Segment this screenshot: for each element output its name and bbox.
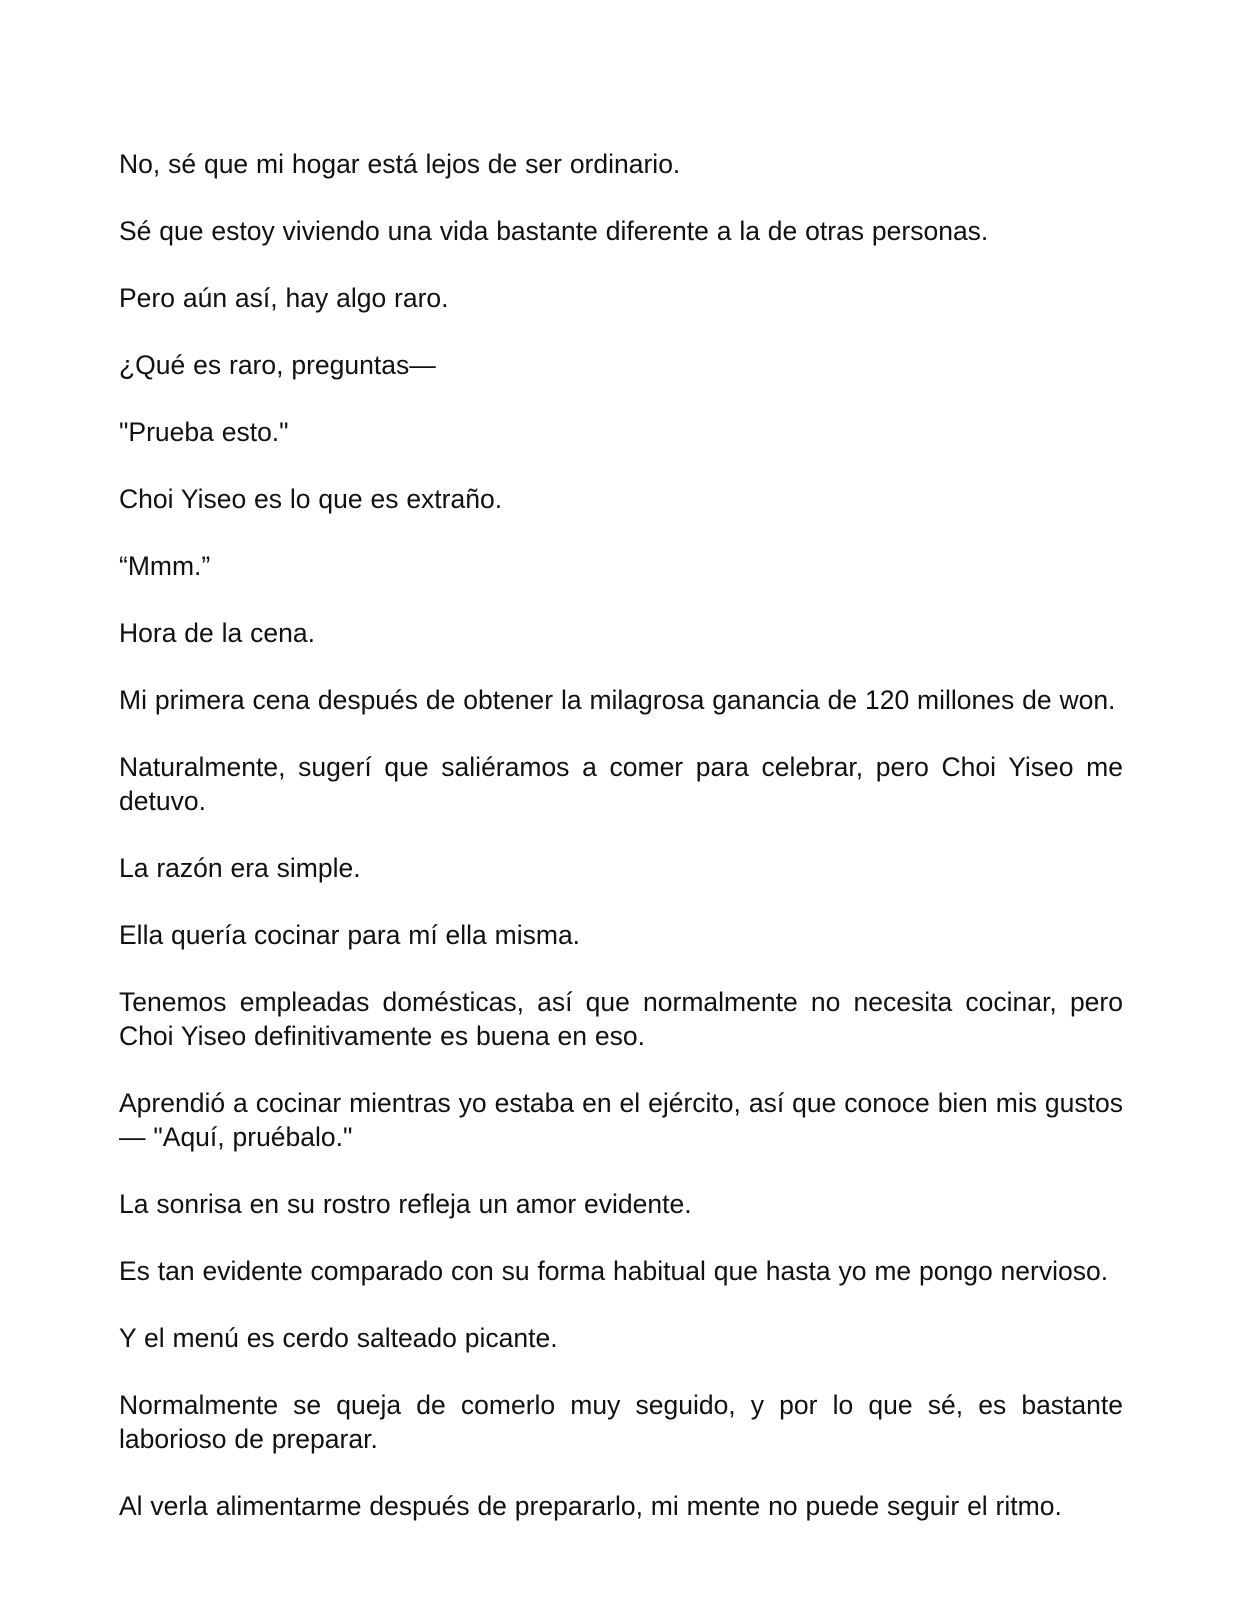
paragraph: Choi Yiseo es lo que es extraño.: [119, 484, 503, 514]
paragraph: Naturalmente, sugerí que saliéramos a comer para celebrar, pero Choi Yiseo me detuvo.: [119, 752, 1123, 816]
paragraph: La razón era simple.: [119, 853, 361, 883]
paragraph: Es tan evidente comparado con su forma habitual que hasta yo me pongo nervioso.: [119, 1256, 1109, 1286]
paragraph: Mi primera cena después de obtener la milagrosa ganancia de 120 millones de won.: [119, 685, 1116, 715]
paragraph: No, sé que mi hogar está lejos de ser ordinario.: [119, 149, 681, 179]
paragraph: Ella quería cocinar para mí ella misma.: [119, 920, 581, 950]
paragraph: Sé que estoy viviendo una vida bastante diferente a la de otras personas.: [119, 216, 989, 246]
paragraph: “Mmm.”: [119, 551, 211, 581]
paragraph: Y el menú es cerdo salteado picante.: [119, 1323, 558, 1353]
paragraph: Tenemos empleadas domésticas, así que normalmente no necesita cocinar, pero Choi Yiseo definitivamente es buena en eso.: [119, 987, 1123, 1051]
paragraph: Aprendió a cocinar mientras yo estaba en el ejército, así que conoce bien mis gustos— "Aquí, pruébalo.": [119, 1088, 1123, 1152]
paragraph: Pero aún así, hay algo raro.: [119, 283, 449, 313]
paragraph: Al verla alimentarme después de prepararlo, mi mente no puede seguir el ritmo.: [119, 1491, 1062, 1521]
paragraph: Hora de la cena.: [119, 618, 315, 648]
paragraph: Normalmente se queja de comerlo muy seguido, y por lo que sé, es bastante laborioso de preparar.: [119, 1390, 1123, 1454]
paragraph: ¿Qué es raro, preguntas—: [119, 350, 436, 380]
paragraph: "Prueba esto.": [119, 417, 289, 447]
document-body: [119, 147, 1123, 1556]
paragraph: La sonrisa en su rostro refleja un amor evidente.: [119, 1189, 692, 1219]
